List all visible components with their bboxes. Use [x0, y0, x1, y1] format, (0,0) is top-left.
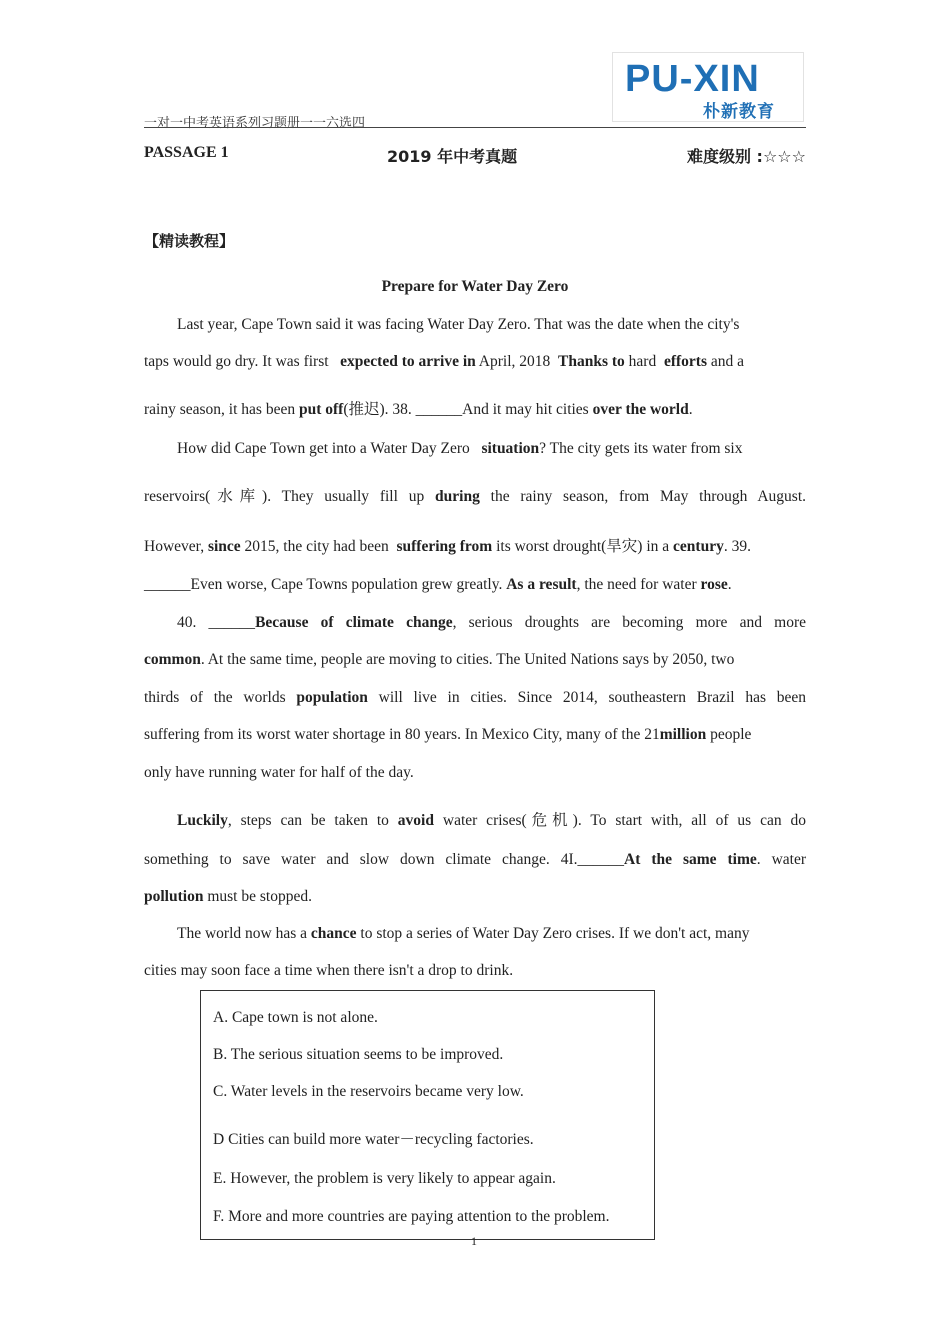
- option-f: F. More and more countries are paying attention to the problem.: [213, 1208, 610, 1225]
- article-line: ______Even worse, Cape Towns population grew greatly. As a result, the need for water rose.: [144, 576, 732, 593]
- page-number: 1: [471, 1234, 477, 1248]
- article-line: Luckily, steps can be taken to avoid water crises(危机). To start with, all of us can do: [177, 812, 806, 829]
- article-line: 40. ______Because of climate change, serious droughts are becoming more and more: [177, 614, 807, 631]
- article-line: only have running water for half of the day.: [144, 764, 414, 781]
- header-rule: [144, 127, 806, 128]
- passage-label: PASSAGE 1: [144, 144, 229, 161]
- option-d: D Cities can build more water－recycling factories.: [213, 1131, 534, 1148]
- article-line: something to save water and slow down climate change. 4I.______At the same time. water: [144, 851, 807, 868]
- difficulty-label: 难度级别 :☆☆☆: [686, 147, 806, 166]
- article-line: thirds of the worlds population will live in cities. Since 2014, southeastern Brazil has been: [144, 689, 807, 706]
- passage-header: [144, 144, 806, 166]
- article-line: cities may soon face a time when there isn't a drop to drink.: [144, 962, 514, 979]
- article-line: taps would go dry. It was first expected to arrive in April, 2018 Thanks to hard efforts and a: [144, 353, 745, 370]
- article-line: However, since 2015, the city had been suffering from its worst drought(旱灾) in a century. 39.: [144, 538, 751, 555]
- article-line: reservoirs(水库). They usually fill up during the rainy season, from May through August.: [144, 488, 807, 505]
- puxin-logo: [612, 52, 804, 122]
- logo-brand: PU-XIN: [625, 58, 760, 100]
- series-title: 一对一中考英语系列习题册一一六选四: [144, 116, 366, 131]
- option-b: B. The serious situation seems to be improved.: [213, 1046, 504, 1063]
- exam-label: 2019 年中考真题: [387, 147, 518, 166]
- article-line: pollution must be stopped.: [144, 888, 312, 905]
- article-line: rainy season, it has been put off(推迟). 38. ______And it may hit cities over the world.: [144, 401, 693, 418]
- article-line: suffering from its worst water shortage in 80 years. In Mexico City, many of the 21million people: [144, 726, 752, 743]
- option-a: A. Cape town is not alone.: [213, 1009, 378, 1026]
- section-title: 【精读教程】: [144, 232, 235, 250]
- article-line: Last year, Cape Town said it was facing Water Day Zero. That was the date when the city's: [177, 316, 740, 333]
- options-box: [200, 990, 655, 1240]
- article-title: Prepare for Water Day Zero: [381, 278, 569, 295]
- logo-brand-cn: 朴新教育: [703, 102, 775, 122]
- option-e: E. However, the problem is very likely to appear again.: [213, 1170, 556, 1187]
- article-line: common. At the same time, people are moving to cities. The United Nations says by 2050, two: [144, 651, 735, 668]
- article-line: The world now has a chance to stop a series of Water Day Zero crises. If we don't act, many: [177, 925, 750, 942]
- article-line: How did Cape Town get into a Water Day Zero situation? The city gets its water from six: [177, 440, 743, 457]
- option-c: C. Water levels in the reservoirs became very low.: [213, 1083, 524, 1100]
